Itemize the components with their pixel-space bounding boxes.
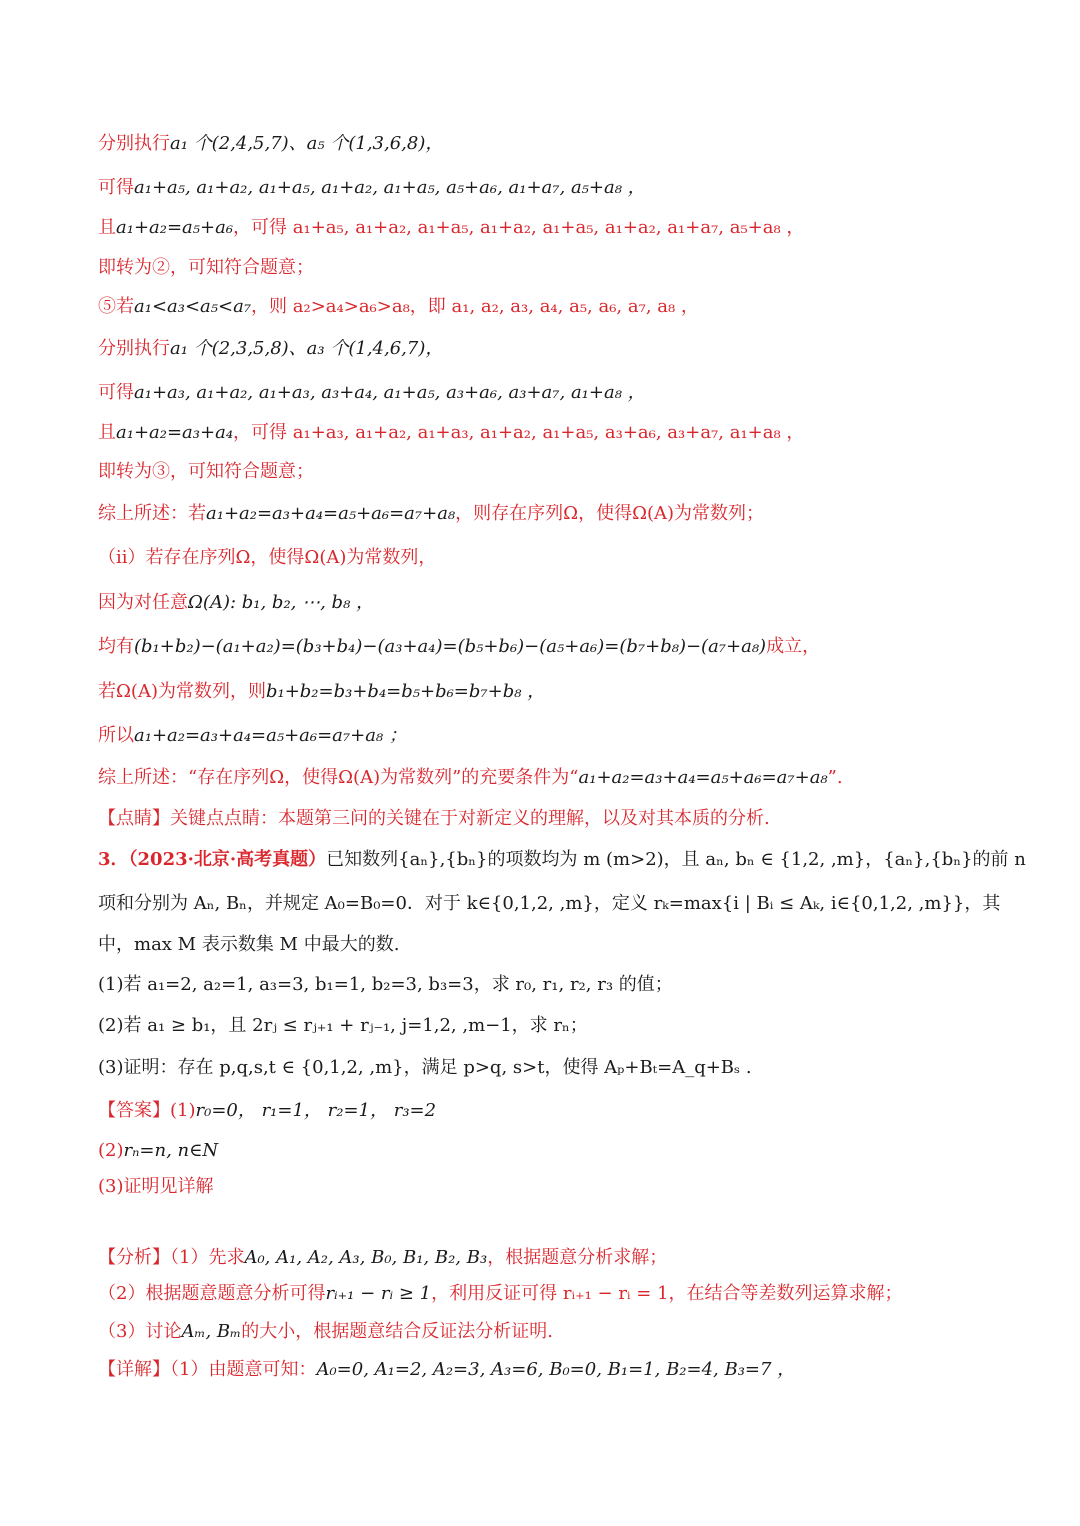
line-prefix: 且: [98, 422, 116, 443]
text-line: [98, 679, 990, 705]
line-math: rᵢ₊₁ − rᵢ ≥ 1: [325, 1283, 432, 1304]
line-math: A₀, A₁, A₂, A₃, B₀, B₁, B₂, B₃: [244, 1247, 488, 1268]
line-prefix: (2): [98, 1140, 124, 1161]
line-prefix: 若Ω(A)为常数列，则: [98, 681, 266, 702]
line-math: 项和分别为 Aₙ, Bₙ，并规定 A₀=B₀=0．对于 k∈{0,1,2, ,m}，定义 rₖ=max{i | Bᵢ ≤ Aₖ, i∈{0,1,2, ,m}}，其: [98, 893, 1001, 914]
line-math: r₀=0， r₁=1， r₂=1， r₃=2: [195, 1100, 437, 1121]
text-line: [98, 972, 990, 998]
line-suffix: 成立，: [766, 636, 821, 657]
line-prefix: 【详解】（1）由题意可知：: [98, 1359, 317, 1380]
text-line: [98, 420, 990, 446]
line-math: b₁+b₂=b₃+b₄=b₅+b₆=b₇+b₈ ，: [265, 681, 546, 702]
line-math: a₁<a₃<a₅<a₇: [134, 296, 252, 317]
text-line: [98, 1357, 990, 1383]
line-math: a₁ 个(2,4,5,7)、a₅ 个(1,3,6,8)，: [170, 133, 444, 154]
line-math: rₙ=n, n∈N: [123, 1140, 219, 1161]
line-prefix: 综上所述：若: [98, 503, 206, 524]
line-math: Aₘ, Bₘ: [181, 1321, 242, 1342]
line-prefix: (3)证明见详解: [98, 1176, 214, 1197]
text-line: [98, 1245, 990, 1271]
line-prefix: （3）讨论: [98, 1321, 182, 1342]
text-line: [98, 723, 990, 749]
text-line: [98, 336, 990, 362]
text-line: [98, 131, 990, 157]
line-suffix: ，则存在序列Ω，使得Ω(A)为常数列；: [455, 503, 765, 524]
line-suffix: 的大小，根据题意结合反证法分析证明.: [241, 1321, 553, 1342]
line-math: a₁+a₂=a₃+a₄: [116, 422, 234, 443]
line-suffix: ”.: [827, 767, 843, 788]
line-prefix: 可得: [98, 177, 134, 198]
line-math: A₀=0, A₁=2, A₂=3, A₃=6, B₀=0, B₁=1, B₂=4, B₃=7 ，: [316, 1359, 796, 1380]
line-prefix: 分别执行: [98, 338, 170, 359]
line-prefix: 【点睛】关键点点睛：本题第三问的关键在于对新定义的理解，以及对其本质的分析.: [98, 808, 770, 829]
line-math: a₁+a₂=a₅+a₆: [116, 217, 234, 238]
line-math: 中，max M 表示数集 M 中最大的数.: [98, 934, 400, 955]
line-suffix: ，根据题意分析求解；: [487, 1247, 668, 1268]
line-prefix: 3．（2023·北京·高考真题）: [98, 849, 327, 870]
text-line: [98, 847, 1026, 873]
text-line: [98, 175, 990, 201]
text-line: [98, 1098, 990, 1124]
text-line: [98, 891, 1001, 917]
text-line: [98, 215, 990, 241]
line-math: a₁+a₅, a₁+a₂, a₁+a₅, a₁+a₂, a₁+a₅, a₅+a₆, a₁+a₇, a₅+a₈ ，: [134, 177, 646, 198]
line-prefix: 【答案】(1): [98, 1100, 196, 1121]
line-suffix: ，可得 a₁+a₃, a₁+a₂, a₁+a₃, a₁+a₂, a₁+a₅, a₃+a₆, a₃+a₇, a₁+a₈ ，: [233, 422, 805, 443]
line-suffix: ，利用反证可得 rᵢ₊₁ − rᵢ = 1，在结合等差数列运算求解；: [431, 1283, 903, 1304]
line-suffix: ，可得 a₁+a₅, a₁+a₂, a₁+a₅, a₁+a₂, a₁+a₅, a₁+a₂, a₁+a₇, a₅+a₈ ，: [233, 217, 805, 238]
line-math: (1)若 a₁=2, a₂=1, a₃=3, b₁=1, b₂=3, b₃=3，求 r₀, r₁, r₂, r₃ 的值；: [98, 974, 673, 995]
line-prefix: 所以: [98, 725, 134, 746]
line-math: a₁ 个(2,3,5,8)、a₃ 个(1,4,6,7)，: [170, 338, 444, 359]
line-prefix: 【分析】（1）先求: [98, 1247, 245, 1268]
text-line: [98, 806, 990, 832]
line-prefix: 即转为②，可知符合题意；: [98, 257, 314, 278]
text-line: [98, 545, 990, 571]
line-prefix: （ⅱ）若存在序列Ω，使得Ω(A)为常数列，: [98, 547, 437, 568]
text-line: [98, 255, 990, 281]
line-prefix: 因为对任意: [98, 592, 188, 613]
line-prefix: 且: [98, 217, 116, 238]
line-math: a₁+a₃, a₁+a₂, a₁+a₃, a₃+a₄, a₁+a₅, a₃+a₆, a₃+a₇, a₁+a₈ ，: [134, 382, 646, 403]
line-prefix: 即转为③，可知符合题意；: [98, 461, 314, 482]
text-line: [98, 501, 990, 527]
text-line: [98, 459, 990, 485]
text-line: [98, 1138, 990, 1164]
text-line: [98, 634, 990, 660]
line-math: Ω(A): b₁, b₂, ⋯, b₈ ，: [188, 592, 375, 613]
line-suffix: ，则 a₂>a₄>a₆>a₈，即 a₁, a₂, a₃, a₄, a₅, a₆, a₇, a₈ ，: [251, 296, 699, 317]
text-line: [98, 1319, 990, 1345]
line-math: a₁+a₂=a₃+a₄=a₅+a₆=a₇+a₈ ；: [134, 725, 407, 746]
text-line: [98, 932, 990, 958]
text-line: [98, 1055, 990, 1081]
text-line: [98, 380, 990, 406]
text-line: [98, 765, 990, 791]
line-prefix: ⑤若: [98, 296, 134, 317]
line-prefix: 综上所述：“存在序列Ω，使得Ω(A)为常数列”的充要条件为“: [98, 767, 579, 788]
line-math: a₁+a₂=a₃+a₄=a₅+a₆=a₇+a₈: [206, 503, 456, 524]
line-math: (b₁+b₂)−(a₁+a₂)=(b₃+b₄)−(a₃+a₄)=(b₅+b₆)−(a₅+a₆)=(b₇+b₈)−(a₇+a₈): [134, 636, 767, 657]
line-math: (3)证明：存在 p,q,s,t ∈ {0,1,2, ,m}，满足 p>q, s>t，使得 Aₚ+Bₜ=A_q+Bₛ .: [98, 1057, 752, 1078]
line-prefix: 可得: [98, 382, 134, 403]
line-math: (2)若 a₁ ≥ b₁，且 2rⱼ ≤ rⱼ₊₁ + rⱼ₋₁, j=1,2, ,m−1，求 rₙ；: [98, 1015, 588, 1036]
line-prefix: 分别执行: [98, 133, 170, 154]
text-line: [98, 1174, 990, 1200]
text-line: [98, 1281, 990, 1307]
text-line: [98, 590, 990, 616]
text-line: [98, 1013, 990, 1039]
line-prefix: （2）根据题意题意分析可得: [98, 1283, 326, 1304]
line-math: 已知数列{aₙ},{bₙ}的项数均为 m (m>2)，且 aₙ, bₙ ∈ {1,2, ,m}，{aₙ},{bₙ}的前 n: [326, 849, 1026, 870]
text-line: [98, 294, 990, 320]
line-prefix: 均有: [98, 636, 134, 657]
line-math: a₁+a₂=a₃+a₄=a₅+a₆=a₇+a₈: [578, 767, 828, 788]
